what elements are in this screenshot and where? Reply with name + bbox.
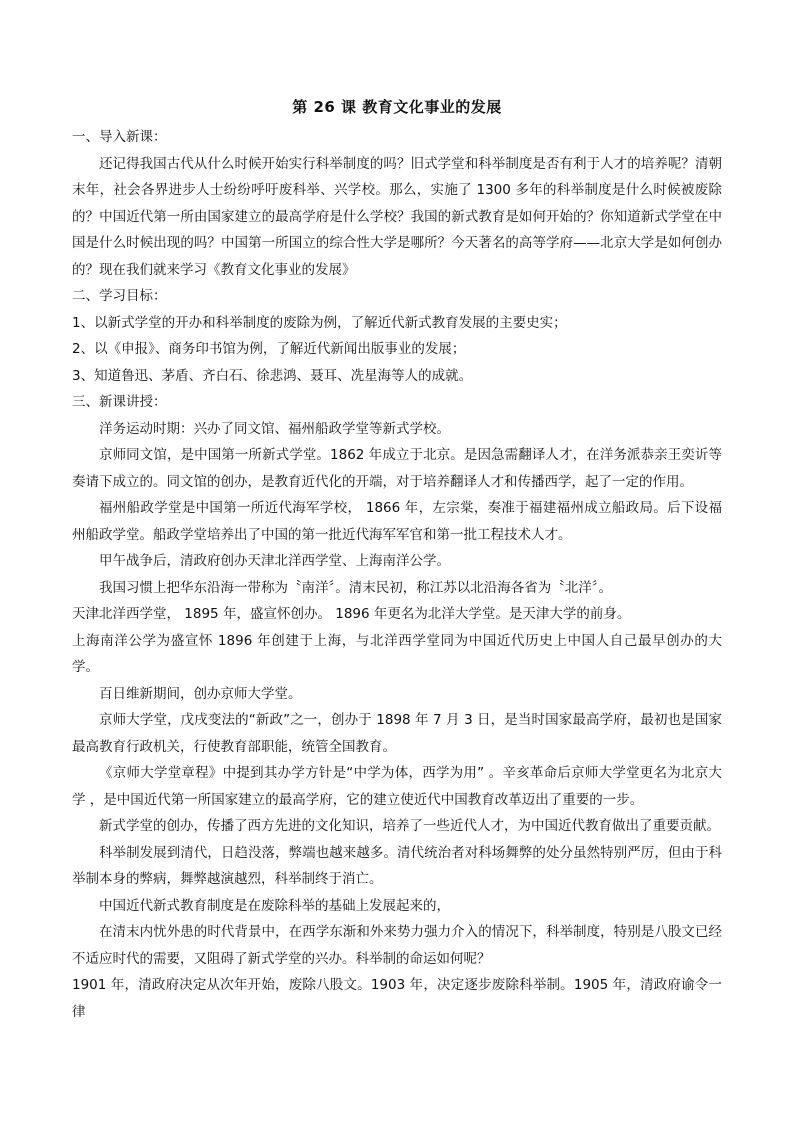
document-page <box>72 96 722 1025</box>
document-title: 第 26 课 教育文化事业的发展 <box>292 98 502 116</box>
paragraph: 中国近代新式教育制度是在废除科举的基础上发展起来的， <box>99 897 450 914</box>
paragraph: 天津北洋西学堂， 1895 年，盛宣怀创办。 1896 年更名为北洋大学堂。是天津大学的前身。 <box>72 606 631 622</box>
paragraph: 百日维新期间，创办京师大学堂。 <box>99 685 302 702</box>
document-body <box>72 124 722 1025</box>
paragraph: 我国习惯上把华东沿海一带称为〝南洋〞。清末民初，称江苏以北沿海各省为〝北洋〞。 <box>99 579 612 596</box>
paragraph: 《京师大学堂章程》中提到其办学方针是“中学为体，西学为用” 。辛亥革命后京师大学堂更名为北京大学 ，是中国近代第一所国家建立的最高学府，它的建立使近代中国教育改革迈出了重要的一步。 <box>72 765 722 808</box>
paragraph: 京师大学堂，戊戌变法的“新政”之一，创办于 1898 年 7 月 3 日，是当时国家最高学府，最初也是国家最高教育行政机关，行使教育部职能，统管全国教育。 <box>72 712 722 755</box>
paragraph: 还记得我国古代从什么时候开始实行科举制度的吗？旧式学堂和科举制度是否有利于人才的培养呢？清朝末年，社会各界进步人士纷纷呼吁废科举、兴学校。那么，实施了 1300 多年的科举制度是什么时候被废除的？中国近代第一所由国家建立的最高学府是什么学校？我国的新式教育是如何开始的？你知道新式学堂在中国是什么时候出现的吗？中国第一所国立的综合性大学是哪所？今天著名的高等学府——北京大学是如何创办的？现在我们就来学习《教育文化事业的发展》 <box>72 155 722 278</box>
paragraph: 一、导入新课： <box>72 129 167 145</box>
paragraph: 在清末内忧外患的时代背景中，在西学东渐和外来势力强力介入的情况下，科举制度，特别是八股文已经不适应时代的需要，又阻碍了新式学堂的兴办。科举制的命运如何呢？ <box>72 924 722 967</box>
paragraph: 三、新课讲授： <box>72 394 167 410</box>
paragraph: 1901 年，清政府决定从次年开始，废除八股文。1903 年，决定逐步废除科举制。1905 年，清政府谕令一律 <box>72 977 722 1020</box>
paragraph: 1、以新式学堂的开办和科举制度的废除为例，了解近代新式教育发展的主要史实； <box>72 314 567 331</box>
paragraph: 上海南洋公学为盛宣怀 1896 年创建于上海，与北洋西学堂同为中国近代历史上中国人自己最早创办的大学。 <box>72 632 722 675</box>
paragraph: 二、学习目标： <box>72 288 167 304</box>
paragraph: 2、以《申报》、商务印书馆为例，了解近代新闻出版事业的发展； <box>72 341 466 357</box>
paragraph: 科举制发展到清代，日趋没落，弊端也越来越多。清代统治者对科场舞弊的处分虽然特别严厉，但由于科举制本身的弊病，舞弊越演越烈，科举制终于消亡。 <box>72 844 722 887</box>
paragraph: 福州船政学堂是中国第一所近代海军学校， 1866 年，左宗棠，奏准于福建福州成立船政局。后下设福州船政学堂。船政学堂培养出了中国的第一批近代海军军官和第一批工程技术人才。 <box>72 500 722 543</box>
paragraph: 甲午战争后，清政府创办天津北洋西学堂、上海南洋公学。 <box>99 553 450 569</box>
paragraph: 京师同文馆，是中国第一所新式学堂。1862 年成立于北京。是因急需翻译人才，在洋务派恭亲王奕䜣等奏请下成立的。同文馆的创办，是教育近代化的开端，对于培养翻译人才和传播西学，起了一定的作用。 <box>72 447 722 490</box>
paragraph: 3、知道鲁迅、茅盾、齐白石、徐悲鸿、聂耳、冼星海等人的成就。 <box>72 367 473 384</box>
paragraph: 新式学堂的创办，传播了西方先进的文化知识，培养了一些近代人才，为中国近代教育做出了重要贡献。 <box>99 818 720 834</box>
paragraph: 洋务运动时期：兴办了同文馆、福州船政学堂等新式学校。 <box>99 420 450 437</box>
